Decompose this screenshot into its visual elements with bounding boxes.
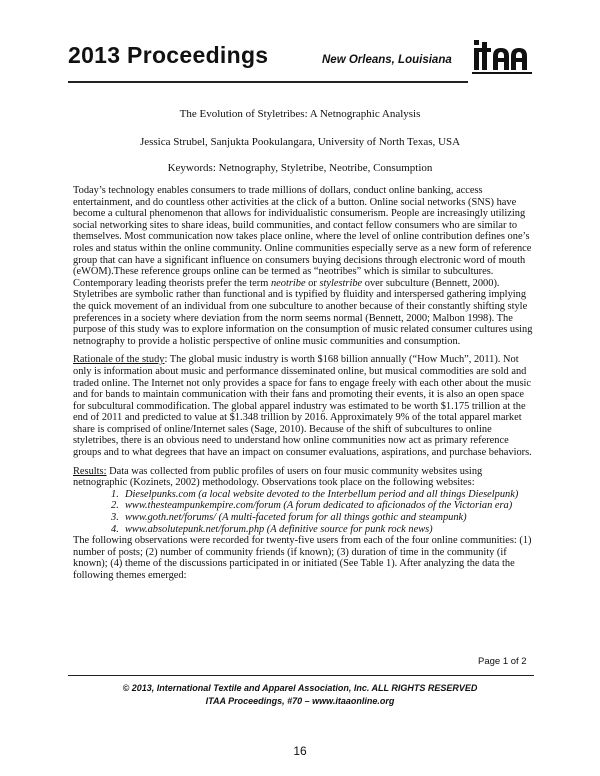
page-indicator: Page 1 of 2 — [478, 656, 527, 667]
list-item: 3. www.goth.net/forums/ (A multi-faceted forum for all things gothic and steampunk) — [111, 512, 467, 524]
paper-authors: Jessica Strubel, Sanjukta Pookulangara, University of North Texas, USA — [139, 136, 461, 148]
rationale-paragraph: Rationale of the study: The global music industry is worth $168 billion annually (“How Much”, 2011). Not only is information about music and performance disseminated online, but musical commodities are sold and traded online. The Internet not only provides a space for fans to engage freely with each other about the music and for bands to maintain communication with their fans and promoting their events, it is also an open space for subcultural commodification. The global apparel industry was estimated to be worth $1.175 trillion at the end of 2011 and predicted to value at $1.348 trillion by 2016. Approximately 9% of the total apparel market share is comprised of online/Internet sales (Sage, 2010). Because of the shift of subcultures to online styletribes, there is an obvious need to understand how online communities now act as primary reference groups and to what degrees that have an impact on consumer evaluations, aspirations, and purchase behaviors. — [73, 354, 532, 459]
rationale-heading: Rationale of the study — [73, 354, 165, 366]
results-after-text: The following observations were recorded for twenty-five users from each of the four online communities: (1) number of posts; (2) number of community friends (if known); (3) duration of time in the community (if known); (4) theme of the discussions participated in or initiated (See Table 1). After analyzing the data the following themes emerged: — [73, 535, 532, 581]
list-item: 4. www.absolutepunk.net/forum.php (A definitive source for punk rock news) — [111, 523, 433, 535]
proceedings-line: ITAA Proceedings, #70 – www.itaaonline.org — [205, 696, 395, 706]
proceedings-title: 2013 Proceedings — [68, 42, 269, 68]
itaa-logo — [472, 36, 534, 78]
term-stylestribe: stylestribe — [319, 277, 363, 289]
website-list — [73, 489, 533, 535]
page-number: 16 — [293, 744, 307, 758]
paper-keywords: Keywords: Netnography, Styletribe, Neotribe, Consumption — [167, 162, 433, 174]
conference-location: New Orleans, Louisiana — [322, 54, 452, 66]
copyright-line: © 2013, International Textile and Apparel Association, Inc. ALL RIGHTS RESERVED — [122, 683, 478, 693]
footer-rule — [68, 675, 534, 676]
intro-paragraph: Today’s technology enables consumers to trade millions of dollars, conduct online banking, access entertainment, and do countless other activities at the click of a button. Online social networks (SNS) have become a cultural phenomenon that allows for individualistic consumerism. People are increasingly utilizing social networking sites to share ideas, build communities, and contact fellow consumers who are similar to themselves. Most communication now takes place online, where the level of online contribution defines one’s roles and status within the online community. Online communities especially serve as a new form of reference group that can have a significant influence on consumers buying decisions through electronic word of mouth (eWOM).These reference groups online can be termed as “neotribes” which is similar to subcultures. Contemporary leading theorists prefer the term neotribe or stylestribe over subculture (Bennett, 2000). Styletribes are symbolic rather than functional and is typified by fluidity and interspersed gathering implying the quick movement of an individual from one subculture to another because of their constantly shifting style preferences in a society where deviation from the norm seems normal (Bennett, 2000; Malbon 1998). The purpose of this study was to explore information on the consumption of music related consumer cultures using netnography to provide a holistic perspective of online music communities and consumption. — [73, 185, 533, 347]
list-item: 2. www.thesteampunkempire.com/forum (A forum dedicated to aficionados of the Victorian era) — [111, 500, 513, 512]
results-heading: Results: — [73, 465, 107, 477]
paper-title: The Evolution of Styletribes: A Netnographic Analysis — [179, 108, 421, 120]
paper-body — [73, 185, 533, 582]
footer — [0, 682, 600, 708]
results-section: Results: Data was collected from public profiles of users on four music community websites using netnographic (Kozinets, 2002) methodology. Observations took place on the following websites: 1. Dieselpunks.com (a local website devoted to the Interbellum period and all things Dieselpunk) 2. www.thesteampunkempire.com/forum (A forum dedicated to aficionados of the Victorian era) 3. www.goth.net/forums/ (A multi-faceted forum for all things gothic and steampunk) 4. www.absolutepunk.net/forum.php (A definitive source for punk rock news) The following observations were recorded for twenty-five users from each of the four online communities: (1) number of posts; (2) number of community friends (if known); (3) duration of time in the community (if known); (4) theme of the discussions participated in or initiated (See Table 1). After analyzing the data the following themes emerged: — [73, 465, 532, 581]
term-neotribe: neotribe — [270, 277, 306, 289]
header-rule — [68, 81, 468, 83]
list-item: 1. Dieselpunks.com (a local website devoted to the Interbellum period and all things Dieselpunk) — [111, 488, 519, 500]
